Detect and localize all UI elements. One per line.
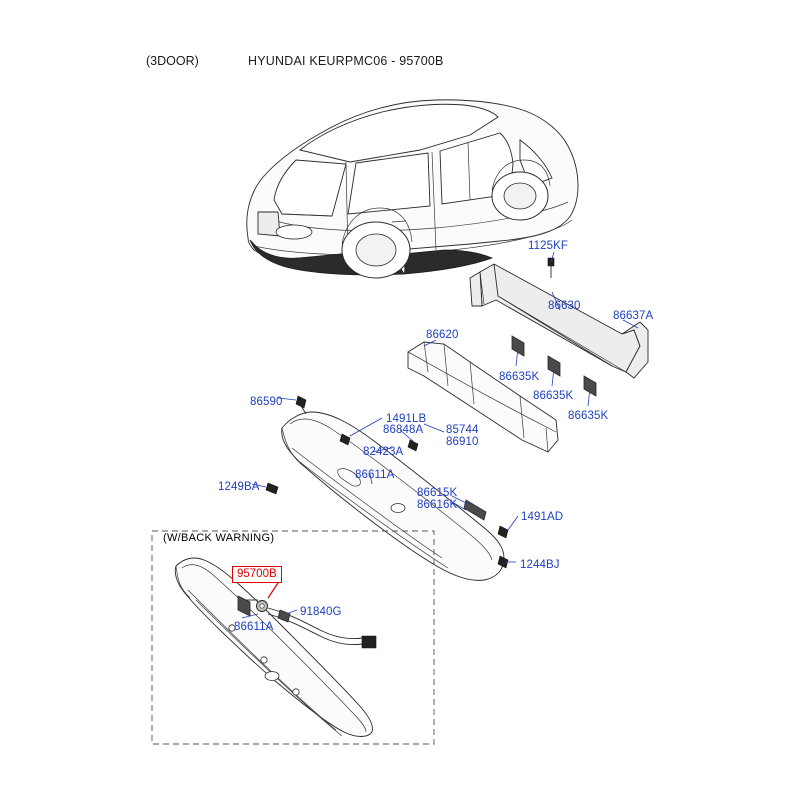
part-label-86630[interactable]: 86630 — [548, 300, 581, 312]
highlighted-part-95700B[interactable]: 95700B — [232, 566, 282, 583]
part-label-1249BA[interactable]: 1249BA — [218, 481, 260, 493]
part-label-1491AD[interactable]: 1491AD — [521, 511, 564, 523]
part-label-86635K-2[interactable]: 86635K — [533, 390, 574, 402]
part-label-86611A-warning[interactable]: 86611A — [234, 621, 274, 633]
part-label-1125KF[interactable]: 1125KF — [528, 240, 569, 252]
part-label-86620[interactable]: 86620 — [426, 329, 459, 341]
part-label-85744[interactable]: 85744 — [446, 424, 479, 436]
part-label-86590[interactable]: 86590 — [250, 396, 283, 408]
part-label-82423A[interactable]: 82423A — [363, 446, 404, 458]
part-label-86635K-1[interactable]: 86635K — [499, 371, 540, 383]
door-type-label: (3DOOR) — [146, 54, 199, 68]
part-label-86615K[interactable]: 86615K — [417, 487, 458, 499]
part-label-1491LB[interactable]: 1491LB — [386, 413, 427, 425]
part-label-91840G[interactable]: 91840G — [300, 606, 342, 618]
part-label-86848A[interactable]: 86848A — [383, 424, 424, 436]
part-label-86611A[interactable]: 86611A — [355, 469, 395, 481]
page-title: HYUNDAI KEURPMC06 - 95700B — [248, 54, 444, 68]
part-1249BA-bolt — [266, 483, 278, 494]
part-label-86910[interactable]: 86910 — [446, 436, 479, 448]
part-label-1244BJ[interactable]: 1244BJ — [520, 559, 560, 571]
part-label-86635K-3[interactable]: 86635K — [568, 410, 609, 422]
part-label-86616K[interactable]: 86616K — [417, 499, 458, 511]
part-label-86637A[interactable]: 86637A — [613, 310, 654, 322]
back-warning-label: (W/BACK WARNING) — [160, 532, 277, 544]
part-86611A-bumper-cover-warning — [175, 558, 372, 737]
